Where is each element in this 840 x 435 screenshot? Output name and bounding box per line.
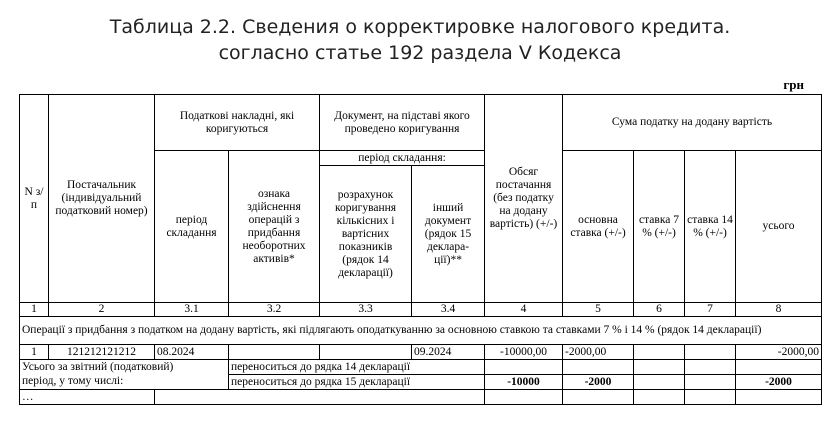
row1-volume: -10000,00 xyxy=(485,345,563,360)
totals14-total xyxy=(736,360,822,375)
section-row: Операції з придбання з податком на додану вартість, які підлягають оподаткуванню за основною ставкою та ставками 7 % і 14 % (рядок 14 декларації) xyxy=(20,317,822,345)
header-volume: Обсяг постачання (без податку на додану вартість) (+/-) xyxy=(485,95,563,303)
row1-rate-7 xyxy=(634,345,685,360)
header-invoices-group: Податкові накладні, які коригуються xyxy=(155,95,320,151)
totals-row-14 xyxy=(20,360,822,375)
colnum-8: 8 xyxy=(736,303,822,317)
header-main-rate: основна ставка (+/-) xyxy=(563,151,634,303)
colnum-3-2: 3.2 xyxy=(229,303,320,317)
header-other: інший документ (рядок 15 деклара-ції)** xyxy=(412,166,485,303)
header-rate-14: ставка 14 % (+/-) xyxy=(685,151,736,303)
ellipsis: … xyxy=(20,390,155,405)
page-title xyxy=(0,14,840,66)
totals14-main xyxy=(563,360,634,375)
header-document-group: Документ, на підставі якого проведено коригування xyxy=(320,95,485,151)
title-line-2: согласно статье 192 раздела V Кодекса xyxy=(218,42,622,64)
header-supplier: Постачальник (індивідуальний податковий номер) xyxy=(49,95,155,303)
header-rate-7: ставка 7 % (+/-) xyxy=(634,151,685,303)
row1-calc xyxy=(320,345,412,360)
column-numbers-row xyxy=(20,303,822,317)
row1-period: 08.2024 xyxy=(155,345,229,360)
totals-label-line-1: Усього за звітний (податковий) xyxy=(20,360,229,375)
totals14-volume xyxy=(485,360,563,375)
totals-line-14: переноситься до рядка 14 декларації xyxy=(229,360,485,375)
colnum-1: 1 xyxy=(20,303,49,317)
colnum-7: 7 xyxy=(685,303,736,317)
row1-rate-14 xyxy=(685,345,736,360)
row1-main-rate: -2000,00 xyxy=(563,345,634,360)
totals-line-15: переноситься до рядка 15 декларації xyxy=(229,375,485,390)
row1-feature xyxy=(229,345,320,360)
colnum-4: 4 xyxy=(485,303,563,317)
colnum-5: 5 xyxy=(563,303,634,317)
header-vat-group: Сума податку на додану вартість xyxy=(563,95,822,151)
row1-n: 1 xyxy=(20,345,49,360)
header-calc: розрахунок коригування кількісних і вартісних показників (рядок 14 декларації) xyxy=(320,166,412,303)
table-row xyxy=(20,345,822,360)
ellipsis-row xyxy=(20,390,822,405)
title-line-1: Таблица 2.2. Сведения о корректировке налогового кредита. xyxy=(109,16,731,38)
colnum-3-3: 3.3 xyxy=(320,303,412,317)
totals-row-15 xyxy=(20,375,822,390)
totals15-rate-14 xyxy=(685,375,736,390)
totals14-rate-14 xyxy=(685,360,736,375)
row1-total: -2000,00 xyxy=(736,345,822,360)
header-total: усього xyxy=(736,151,822,303)
currency-unit: грн xyxy=(783,77,804,92)
header-period: період складання xyxy=(155,151,229,303)
colnum-3-4: 3.4 xyxy=(412,303,485,317)
row1-other: 09.2024 xyxy=(412,345,485,360)
header-n: N з/п xyxy=(20,95,49,303)
colnum-3-1: 3.1 xyxy=(155,303,229,317)
totals15-rate-7 xyxy=(634,375,685,390)
row1-supplier: 121212121212 xyxy=(49,345,155,360)
vat-correction-table xyxy=(19,94,822,405)
totals15-volume: -10000 xyxy=(485,375,563,390)
header-doc-period: період складання: xyxy=(320,151,485,166)
colnum-2: 2 xyxy=(49,303,155,317)
totals-label-line-2: період, у тому числі: xyxy=(20,375,229,390)
totals14-rate-7 xyxy=(634,360,685,375)
totals15-main: -2000 xyxy=(563,375,634,390)
totals15-total: -2000 xyxy=(736,375,822,390)
colnum-6: 6 xyxy=(634,303,685,317)
header-feature: ознака здійснення операцій з придбання необоротних активів* xyxy=(229,151,320,303)
